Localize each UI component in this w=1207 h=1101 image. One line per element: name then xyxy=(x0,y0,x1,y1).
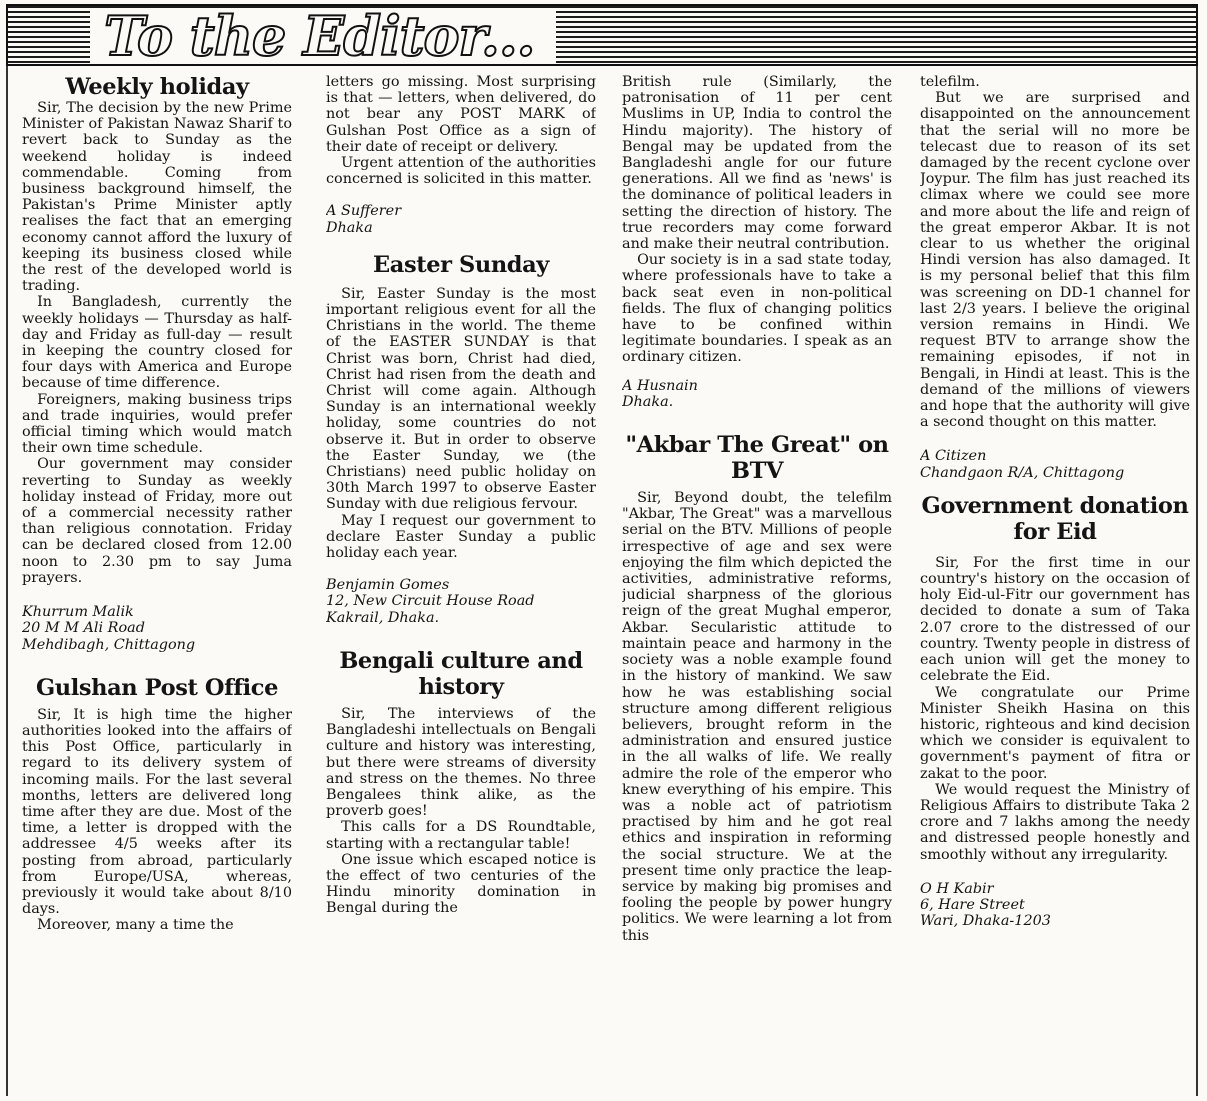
letter-continuation: letters go missing. Most surprising is that — letters, when delivered, do not bear any POST MARK of Gulshan Post Office as a sign of their date of receipt or delivery. xyxy=(326,74,596,155)
signature-line: Mehdibagh, Chittagong xyxy=(22,636,196,653)
letter-continuation: telefilm. xyxy=(920,74,980,90)
letter-paragraph: Our government may consider reverting to Sunday as weekly holiday instead of Friday, more out of a commercial necessity rather than religious connotation. Friday can be declared closed from 12.00 noon to 2.30 pm to say Juma prayers. xyxy=(22,456,292,586)
letter-title-bengali-culture: Bengali culture and history xyxy=(339,647,583,700)
column-1 xyxy=(22,74,292,1090)
left-border-rule xyxy=(6,66,8,1096)
letter-signature xyxy=(920,448,1190,480)
signature-line: 12, New Circuit House Road xyxy=(326,593,535,610)
letter-paragraph: In Bangladesh, currently the weekly holidays — Thursday as half-day and Friday as full-day — result in keeping the country closed for four days with America and Europe because of time difference. xyxy=(22,294,292,392)
signature-line: A Husnain xyxy=(622,377,698,394)
letter-paragraph: Sir, It is high time the higher authorities looked into the affairs of this Post Office, particularly in regard to its delivery system of incoming mails. For the last several months, letters are delivered long time after they are due. Most of the time, a letter is dropped with the addressee 4/5 weeks after its posting from abroad, particularly from Europe/USA, whereas, previously it would take about 8/10 days. xyxy=(22,706,292,918)
letter-paragraph: We congratulate our Prime Minister Sheikh Hasina on this historic, righteous and kind decision which we consider is equivalent to government's payment of fitra or zakat to the poor. xyxy=(920,684,1190,782)
signature-line: Wari, Dhaka-1203 xyxy=(920,913,1051,930)
letter-title-eid-donation: Government donation for Eid xyxy=(921,492,1189,545)
letter-paragraph: Sir, The decision by the new Prime Minister of Pakistan Nawaz Sharif to revert back to Sunday as the weekend holiday is indeed commendable. Coming from business background himself, the Pakistan's Prime Minister aptly realises the fact that an emerging economy cannot afford the luxury of keeping its business closed while the rest of the developed world is trading. xyxy=(22,100,292,295)
letter-signature xyxy=(326,203,596,235)
signature-line: Khurrum Malik xyxy=(22,604,134,621)
right-border-rule xyxy=(1196,66,1198,1096)
letter-title-gulshan-post-office: Gulshan Post Office xyxy=(35,674,279,701)
letter-signature xyxy=(622,378,892,410)
letter-paragraph: We would request the Ministry of Religious Affairs to distribute Taka 2 crore and 7 lakhs among the needy and distressed people honestly and smoothly without any irregularity. xyxy=(920,781,1190,863)
signature-line: Chandgaon R/A, Chittagong xyxy=(920,464,1125,481)
signature-line: O H Kabir xyxy=(920,880,994,897)
signature-line: A Sufferer xyxy=(326,203,402,220)
letter-title-akbar: "Akbar The Great" on BTV xyxy=(625,432,889,485)
signature-line: Dhaka. xyxy=(622,393,674,410)
signature-line: Benjamin Gomes xyxy=(326,577,450,594)
signature-line: 6, Hare Street xyxy=(920,896,1025,913)
letter-paragraph: May I request our government to declare Easter Sunday a public holiday each year. xyxy=(326,512,596,562)
signature-line: 20 M M Ali Road xyxy=(22,620,145,637)
letter-continuation: British rule (Similarly, the patronisation of 11 per cent Muslims in UP, India to control the Hindu majority). The history of Bengal may be updated from the Bangladeshi angle for our future generations. All we find as 'news' is the dominance of political leaders in setting the direction of history. The true recorders may come forward and make their neutral contribution. xyxy=(622,74,892,253)
letter-signature xyxy=(22,604,292,653)
letter-signature xyxy=(920,881,1190,930)
letter-title-weekly-holiday: Weekly holiday xyxy=(65,74,249,100)
column-4 xyxy=(920,74,1190,1090)
letter-paragraph: Our society is in a sad state today, where professionals have to take a back seat even in non-political fields. The flux of changing politics have to be confined within legitimate boundaries. I speak as an ordinary citizen. xyxy=(622,252,892,366)
section-banner: To the Editor... xyxy=(90,8,556,64)
signature-line: Kakrail, Dhaka. xyxy=(326,609,440,626)
column-2 xyxy=(326,74,596,1090)
letter-paragraph: One issue which escaped notice is the effect of two centuries of the Hindu minority domination in Bengal during the xyxy=(326,851,596,917)
letter-paragraph: Sir, The interviews of the Bangladeshi intellectuals on Bengali culture and history was interesting, but there were streams of diversity and stress on the themes. No three Bengalees think alike, as the proverb goes! xyxy=(326,705,596,820)
letter-paragraph: Moreover, many a time the xyxy=(37,917,234,934)
letter-paragraph: Sir, Easter Sunday is the most important religious event for all the Christians in the world. The theme of the EASTER SUNDAY is that Christ was born, Christ had died, Christ had risen from the death and Christ will come again. Although Sunday is an international weekly holiday, some countries do not observe it. But in order to observe the Easter Sunday, we (the Christians) need public holiday on 30th March 1997 to observe Easter Sunday with due religious fervour. xyxy=(326,285,596,513)
column-3 xyxy=(622,74,892,1090)
letter-paragraph: Sir, Beyond doubt, the telefilm "Akbar, The Great" was a marvellous serial on the BTV. Millions of people irrespective of age and sex were enjoying the film which depicted the activities, administrative reforms, judicial sharpness of the glorious reign of the great Mughal emperor, Akbar. Secularistic attitude to maintain peace and harmony in the society was a noble example found in the history of mankind. We saw how he was establishing social structure among different religious believers, brought reform in the administration and ensured justice in the all walks of life. We really admire the role of the emperor who knew everything of his empire. This was a noble act of patriotism practised by him and he got real ethics and inspiration in reforming the social structure. We at the present time only practice the leap-service by making big promises and fooling the people by power hungry politics. We were learning a lot from this xyxy=(622,490,892,944)
letter-paragraph: Sir, For the first time in our country's history on the occasion of holy Eid-ul-Fitr our government has decided to donate a sum of Taka 2.07 crore to the distressed of our country. Twenty people in distress of each union will get the money to celebrate the Eid. xyxy=(920,554,1190,685)
letter-title-easter-sunday: Easter Sunday xyxy=(373,251,549,278)
letter-paragraph: This calls for a DS Roundtable, starting with a rectangular table! xyxy=(326,819,596,852)
letter-paragraph: Urgent attention of the authorities concerned is solicited in this matter. xyxy=(326,155,596,188)
letter-paragraph: But we are surprised and disappointed on the announcement that the serial will no more be telecast due to reason of its set damaged by the recent cyclone over Joypur. The film has just reached its climax where we could see more and more about the life and reign of the great emperor Akbar. It is not clear to us whether the original Hindi version has also damaged. It is my personal belief that this film was screening on DD-1 channel for last 2/3 years. I believe the original version remains in Hindi. We request BTV to arrange show the remaining episodes, if not in Bengali, in Hindi at least. This is the demand of the millions of viewers and hope that the authority will give a second thought on this matter. xyxy=(920,90,1190,431)
signature-line: Dhaka xyxy=(326,219,373,236)
letter-paragraph: Foreigners, making business trips and trade inquiries, would prefer official timing which would match their own time schedule. xyxy=(22,391,292,457)
letter-signature xyxy=(326,577,596,626)
signature-line: A Citizen xyxy=(920,448,987,465)
